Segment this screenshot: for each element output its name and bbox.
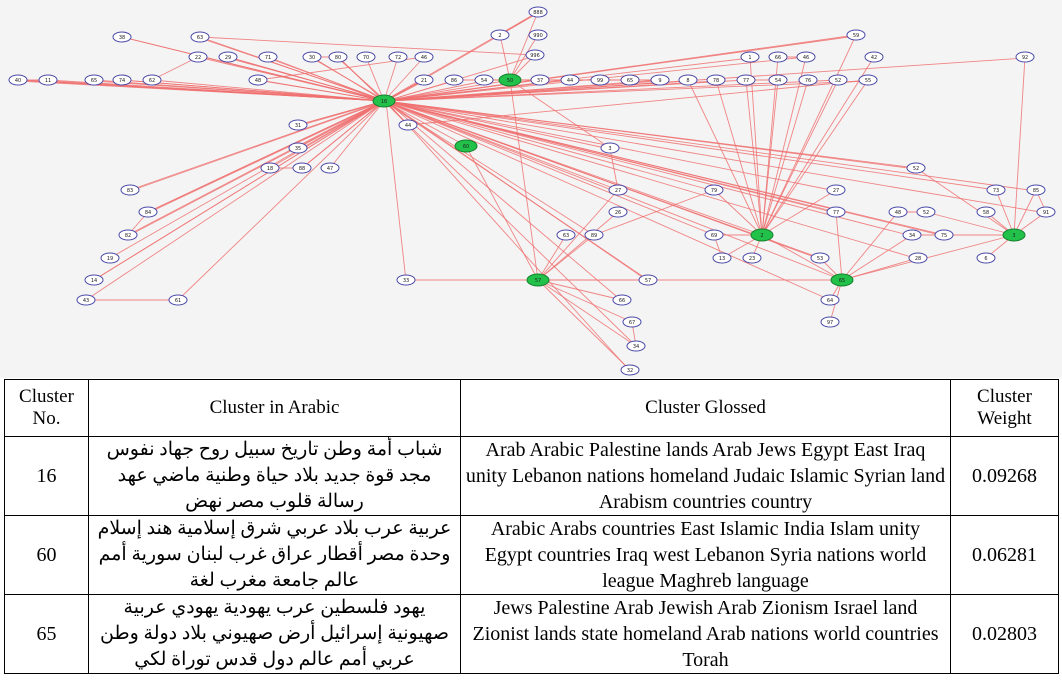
graph-node xyxy=(609,207,627,217)
graph-node xyxy=(529,30,547,40)
graph-node xyxy=(529,7,547,17)
graph-edge xyxy=(762,235,842,280)
graph-node-label: 1 xyxy=(748,55,752,61)
cluster-arabic-words: عربية عرب بلاد عربي شرق إسلامية هند إسلام وحدة مصر أقطار عراق غرب لبنان سورية أمم عالم جامعة مغرب لغة xyxy=(89,516,461,595)
graph-node xyxy=(557,230,575,240)
cluster-table xyxy=(4,379,1059,674)
graph-node xyxy=(889,207,907,217)
graph-node xyxy=(585,230,603,240)
graph-node-label: 71 xyxy=(264,55,272,61)
graph-edge xyxy=(386,101,1046,213)
graph-node xyxy=(917,207,935,217)
graph-edge xyxy=(386,101,916,169)
graph-hub-label: 3 xyxy=(1012,233,1016,239)
graph-node xyxy=(743,253,761,263)
graph-edge xyxy=(836,212,842,280)
graph-node xyxy=(601,143,619,153)
graph-node xyxy=(1027,185,1045,195)
graph-node-label: 84 xyxy=(144,210,152,216)
graph-edge xyxy=(762,80,868,235)
table-header-row xyxy=(5,380,1059,437)
graph-nodes xyxy=(9,7,1055,375)
graph-node xyxy=(39,75,57,85)
graph-hub-label: 57 xyxy=(534,278,542,284)
graph-edge xyxy=(178,101,384,300)
graph-edge xyxy=(148,101,384,212)
graph-edge xyxy=(386,101,1036,191)
graph-node-label: 19 xyxy=(106,256,114,262)
graph-node-label: 65 xyxy=(626,78,634,84)
graph-node xyxy=(741,52,759,62)
graph-node-label: 53 xyxy=(816,256,824,262)
graph-edge xyxy=(716,80,762,235)
graph-node-label: 58 xyxy=(982,210,990,216)
graph-node xyxy=(713,253,731,263)
graph-node xyxy=(143,75,161,85)
graph-edge xyxy=(128,101,386,236)
graph-node-label: 38 xyxy=(118,35,126,41)
graph-edge xyxy=(842,235,912,280)
graph-node xyxy=(77,295,95,305)
graph-node-label: 44 xyxy=(566,78,574,84)
graph-hub-label: 2 xyxy=(760,233,764,239)
header-cluster-weight xyxy=(951,380,1059,437)
graph-node xyxy=(303,52,321,62)
graph-node xyxy=(445,75,463,85)
graph-hub-label: 65 xyxy=(838,278,846,284)
graph-node xyxy=(261,163,279,173)
graph-node-label: 34 xyxy=(908,233,916,239)
graph-node xyxy=(821,317,839,327)
graph-node xyxy=(357,52,375,62)
graph-hub-label: 50 xyxy=(506,78,514,84)
graph-edge xyxy=(996,190,1014,235)
graph-node xyxy=(827,207,845,217)
graph-edge xyxy=(386,101,944,236)
graph-node-label: 34 xyxy=(632,344,640,350)
graph-node-label: 13 xyxy=(718,256,726,262)
graph-edge xyxy=(18,81,386,101)
graph-node-label: 83 xyxy=(126,188,134,194)
cluster-weight: 0.09268 xyxy=(951,437,1059,516)
graph-hub-node xyxy=(1003,229,1025,241)
graph-node-label: 78 xyxy=(712,78,720,84)
graph-node-label: 46 xyxy=(420,55,428,61)
graph-node-label: 32 xyxy=(626,368,634,374)
graph-edge xyxy=(298,101,386,126)
graph-node xyxy=(415,75,433,85)
graph-hub-label: 60 xyxy=(462,144,470,150)
graph-edge xyxy=(386,101,714,191)
graph-node-label: 23 xyxy=(748,256,756,262)
graph-hub-node xyxy=(455,140,477,152)
graph-node-label: 888 xyxy=(533,10,543,16)
graph-node xyxy=(859,75,877,85)
graph-node xyxy=(475,75,493,85)
graph-node xyxy=(977,253,995,263)
graph-node-label: 75 xyxy=(940,233,948,239)
graph-node xyxy=(903,230,921,240)
cluster-glossed-words: Jews Palestine Arab Jewish Arab Zionism Israel land Zionist lands state homeland Arab nations world countries Torah xyxy=(461,595,951,674)
graph-node xyxy=(289,120,307,130)
graph-node xyxy=(389,52,407,62)
graph-node xyxy=(609,185,627,195)
graph-node-label: 42 xyxy=(870,55,878,61)
graph-node-label: 47 xyxy=(326,166,334,172)
graph-node xyxy=(399,120,417,130)
graph-node xyxy=(189,52,207,62)
graph-edge xyxy=(86,101,384,300)
cluster-number: 60 xyxy=(5,516,89,595)
cluster-weight: 0.06281 xyxy=(951,516,1059,595)
graph-node xyxy=(987,185,1005,195)
graph-node-label: 79 xyxy=(710,188,718,194)
graph-node xyxy=(821,295,839,305)
graph-node-label: 2 xyxy=(498,33,502,39)
graph-node xyxy=(113,32,131,42)
graph-node xyxy=(621,365,639,375)
cluster-number: 16 xyxy=(5,437,89,516)
header-cluster-weight-line2: Weight xyxy=(977,408,1032,429)
graph-node-label: 82 xyxy=(124,233,132,239)
graph-node-label: 33 xyxy=(402,278,410,284)
graph-edges xyxy=(18,12,1046,371)
graph-node xyxy=(707,75,725,85)
table-row xyxy=(5,516,1059,595)
graph-node-label: 48 xyxy=(894,210,902,216)
graph-edge xyxy=(408,80,868,125)
graph-node xyxy=(621,75,639,85)
graph-node xyxy=(865,52,883,62)
graph-edge xyxy=(538,235,594,280)
graph-node xyxy=(249,75,267,85)
graph-node xyxy=(651,75,669,85)
graph-node-label: 44 xyxy=(404,123,412,129)
graph-node-label: 35 xyxy=(294,146,302,152)
graph-node xyxy=(113,75,131,85)
graph-hub-node xyxy=(751,229,773,241)
graph-node xyxy=(737,75,755,85)
graph-node xyxy=(769,75,787,85)
graph-node-label: 52 xyxy=(922,210,930,216)
cluster-arabic-words: يهود فلسطين عرب يهودية يهودي عربية صهيونية إسرائيل أرض صهيوني بلاد دولة وطن عربي أمم عالم دول قدس توراة لكي xyxy=(89,595,461,674)
graph-edge xyxy=(500,35,510,80)
graph-node-label: 63 xyxy=(196,35,204,41)
graph-node-label: 77 xyxy=(742,78,750,84)
graph-node-label: 70 xyxy=(362,55,370,61)
graph-node xyxy=(139,207,157,217)
graph-node xyxy=(289,143,307,153)
graph-edge xyxy=(538,280,630,370)
graph-hub-label: 16 xyxy=(380,99,388,105)
graph-node-label: 27 xyxy=(832,188,840,194)
graph-node xyxy=(101,253,119,263)
graph-node xyxy=(121,185,139,195)
graph-node-label: 91 xyxy=(1042,210,1050,216)
graph-node xyxy=(591,75,609,85)
graph-node xyxy=(907,163,925,173)
graph-node xyxy=(85,275,103,285)
graph-node xyxy=(219,52,237,62)
graph-node xyxy=(799,75,817,85)
header-cluster-no-line1: Cluster xyxy=(19,386,74,407)
graph-node-label: 43 xyxy=(82,298,90,304)
graph-node xyxy=(769,52,787,62)
graph-node xyxy=(329,52,347,62)
graph-edge xyxy=(510,80,538,280)
graph-node-label: 57 xyxy=(644,278,652,284)
cluster-glossed-words: Arabic Arabs countries East Islamic India Islam unity Egypt countries Iraq west Lebanon Syria nations world league Maghreb language xyxy=(461,516,951,595)
graph-node-label: 69 xyxy=(710,233,718,239)
graph-node xyxy=(321,163,339,173)
graph-node-label: 9 xyxy=(658,78,662,84)
graph-node xyxy=(613,295,631,305)
graph-node-label: 26 xyxy=(614,210,622,216)
graph-node-label: 97 xyxy=(826,320,834,326)
graph-edge xyxy=(538,190,618,280)
graph-edge xyxy=(1014,190,1036,235)
graph-node-label: 66 xyxy=(774,55,782,61)
graph-edge xyxy=(148,101,386,213)
graph-node-label: 76 xyxy=(804,78,812,84)
graph-node-label: 28 xyxy=(914,256,922,262)
cluster-number: 65 xyxy=(5,595,89,674)
graph-node-label: 30 xyxy=(308,55,316,61)
graph-node-label: 52 xyxy=(912,166,920,172)
graph-node xyxy=(623,317,641,327)
graph-node-label: 99 xyxy=(596,78,604,84)
graph-node-label: 40 xyxy=(14,78,22,84)
graph-node-label: 92 xyxy=(1021,55,1029,61)
graph-node xyxy=(531,75,549,85)
graph-node-label: 77 xyxy=(832,210,840,216)
graph-node xyxy=(9,75,27,85)
graph-node-label: 85 xyxy=(1032,188,1040,194)
graph-node xyxy=(909,253,927,263)
header-cluster-weight-line1: Cluster xyxy=(977,386,1032,407)
graph-node xyxy=(811,253,829,263)
graph-node-label: 14 xyxy=(90,278,98,284)
graph-node-label: 18 xyxy=(266,166,274,172)
graph-node-label: 73 xyxy=(992,188,1000,194)
graph-edge xyxy=(384,101,762,235)
graph-node-label: 67 xyxy=(628,320,636,326)
graph-node-label: 64 xyxy=(826,298,834,304)
cluster-weight: 0.02803 xyxy=(951,595,1059,674)
graph-edge xyxy=(110,101,384,258)
graph-node-label: 21 xyxy=(420,78,428,84)
graph-node xyxy=(797,52,815,62)
graph-node-label: 74 xyxy=(118,78,126,84)
graph-hub-node xyxy=(499,74,521,86)
graph-node-label: 990 xyxy=(533,33,543,39)
graph-node-label: 54 xyxy=(774,78,782,84)
graph-node-label: 88 xyxy=(298,166,306,172)
graph-node-label: 22 xyxy=(194,55,202,61)
graph-node xyxy=(526,50,544,60)
graph-node-label: 996 xyxy=(530,53,540,59)
graph-edge xyxy=(510,12,538,80)
graph-node-label: 46 xyxy=(802,55,810,61)
graph-edge xyxy=(688,80,762,235)
graph-node xyxy=(847,30,865,40)
graph-node-label: 37 xyxy=(536,78,544,84)
graph-node xyxy=(627,341,645,351)
graph-node-label: 48 xyxy=(254,78,262,84)
graph-node-label: 89 xyxy=(590,233,598,239)
graph-node-label: 27 xyxy=(614,188,622,194)
table-row xyxy=(5,437,1059,516)
graph-node xyxy=(415,52,433,62)
graph-node xyxy=(639,275,657,285)
header-cluster-glossed: Cluster Glossed xyxy=(461,380,951,437)
graph-node-label: 62 xyxy=(148,78,156,84)
graph-node xyxy=(259,52,277,62)
graph-edge xyxy=(384,101,830,300)
graph-hub-node xyxy=(831,274,853,286)
graph-node xyxy=(977,207,995,217)
graph-node xyxy=(561,75,579,85)
graph-node-label: 52 xyxy=(834,78,842,84)
table-row xyxy=(5,595,1059,674)
header-cluster-arabic: Cluster in Arabic xyxy=(89,380,461,437)
graph-edge xyxy=(538,280,636,346)
header-cluster-no-line2: No. xyxy=(32,408,61,429)
graph-node xyxy=(705,185,723,195)
graph-node-label: 11 xyxy=(44,78,52,84)
graph-node-label: 54 xyxy=(480,78,488,84)
graph-node-label: 31 xyxy=(294,123,302,129)
graph-node-label: 86 xyxy=(450,78,458,84)
graph-node xyxy=(85,75,103,85)
graph-node xyxy=(191,32,209,42)
graph-edge xyxy=(128,101,384,235)
graph-node xyxy=(827,185,845,195)
graph-node-label: 72 xyxy=(394,55,402,61)
graph-node xyxy=(829,75,847,85)
graph-edge xyxy=(466,146,538,280)
graph-node-label: 55 xyxy=(864,78,872,84)
graph-node xyxy=(169,295,187,305)
graph-node-label: 29 xyxy=(224,55,232,61)
graph-node-label: 8 xyxy=(686,78,690,84)
graph-node xyxy=(1016,52,1034,62)
graph-node xyxy=(1037,207,1055,217)
graph-node-label: 59 xyxy=(852,33,860,39)
graph-node-label: 6 xyxy=(984,256,988,262)
graph-node xyxy=(119,230,137,240)
graph-node xyxy=(705,230,723,240)
graph-node-label: 3 xyxy=(608,146,612,152)
graph-hub-node xyxy=(527,274,549,286)
graph-node-label: 80 xyxy=(334,55,342,61)
graph-node xyxy=(397,275,415,285)
graph-node-label: 63 xyxy=(562,233,570,239)
graph-edge xyxy=(130,101,384,190)
graph-node-label: 66 xyxy=(618,298,626,304)
graph-node xyxy=(679,75,697,85)
cluster-arabic-words: شباب أمة وطن تاريخ سبيل روح جهاد نفوس مجد قوة جديد بلاد حياة وطنية ماضي عهد رسالة قلوب مصر نهض xyxy=(89,437,461,516)
graph-node-label: 61 xyxy=(174,298,182,304)
graph-node xyxy=(491,30,509,40)
graph-node xyxy=(293,163,311,173)
graph-node xyxy=(935,230,953,240)
graph-edge xyxy=(916,168,1014,235)
graph-node-label: 65 xyxy=(90,78,98,84)
cluster-glossed-words: Arab Arabic Palestine lands Arab Jews Egypt East Iraq unity Lebanon nations homeland Judaic Islamic Syrian land Arabism countries country xyxy=(461,437,951,516)
header-cluster-no xyxy=(5,380,89,437)
graph-hub-node xyxy=(373,95,395,107)
